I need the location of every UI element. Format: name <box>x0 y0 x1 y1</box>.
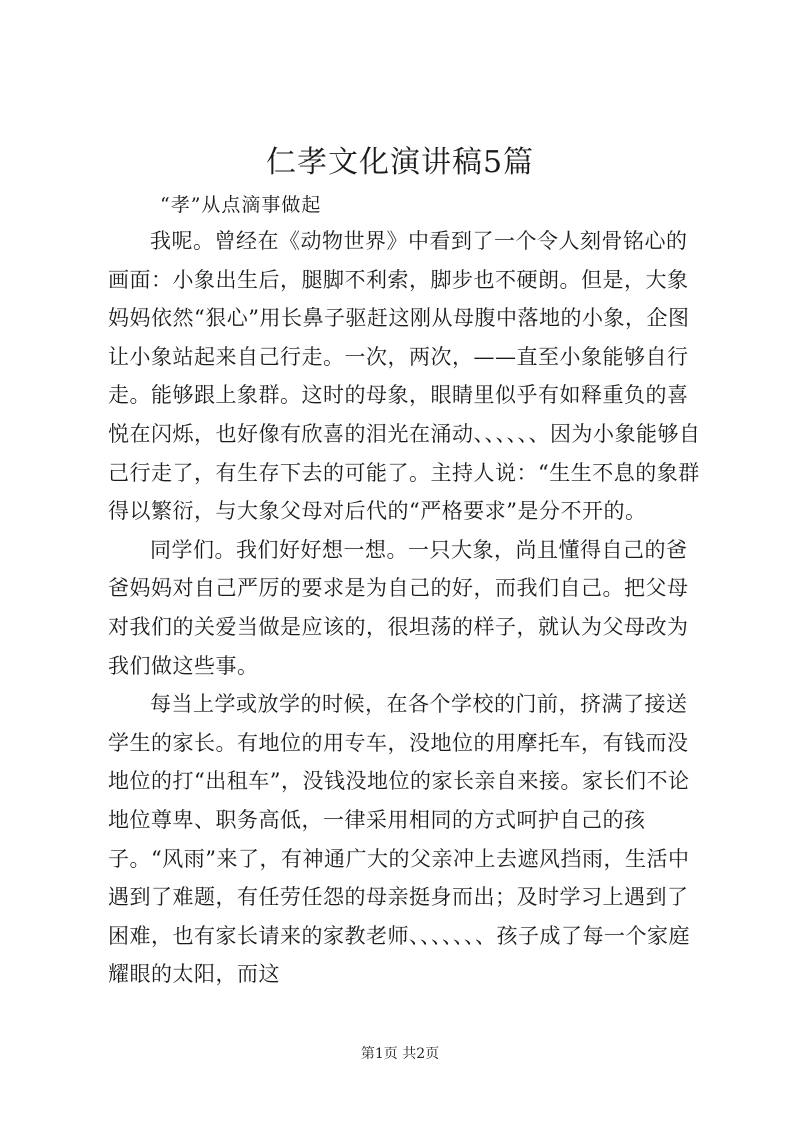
page-title: 仁孝文化演讲稿5篇 <box>265 145 535 180</box>
paragraph: 我呢。曾经在《动物世界》中看到了一个令人刻骨铭心的画面：小象出生后，腿脚不利索，脚步也不硬朗。但是，大象妈妈依然“狠心”用长鼻子驱赶这刚从母腹中落地的小象，企图让小象站起来自己行走。一次，两次，——直至小象能够自行走。能够跟上象群。这时的母象，眼睛里似乎有如释重负的喜悦在闪烁，也好像有欣喜的泪光在涌动、、、、、、因为小象能够自己行走了，有生存下去的可能了。主持人说：“生生不息的象群得以繁衍，与大象父母对后代的“严格要求”是分不开的。 <box>108 229 701 524</box>
paragraph: 同学们。我们好好想一想。一只大象，尚且懂得自己的爸爸妈妈对自己严厉的要求是为自己的好，而我们自己。把父母对我们的关爱当做是应该的，很坦荡的样子，就认为父母改为我们做这些事。 <box>108 537 689 678</box>
paragraph: 每当上学或放学的时候，在各个学校的门前，挤满了接送学生的家长。有地位的用专车，没地位的用摩托车，有钱而没地位的打“出租车”，没钱没地位的家长亲自来接。家长们不论地位尊卑、职务高低，一律采用相同的方式呵护自己的孩子。“风雨”来了，有神通广大的父亲冲上去遮风挡雨，生活中遇到了难题，有任劳任怨的母亲挺身而出；及时学习上遇到了困难，也有家长请来的家教老师、、、、、、、孩子成了每一个家庭耀眼的太阳，而这 <box>108 692 690 987</box>
page-footer: 第1页 共2页 <box>360 1046 440 1062</box>
subtitle: “孝”从点滴事做起 <box>160 194 322 216</box>
body-text <box>108 222 708 994</box>
